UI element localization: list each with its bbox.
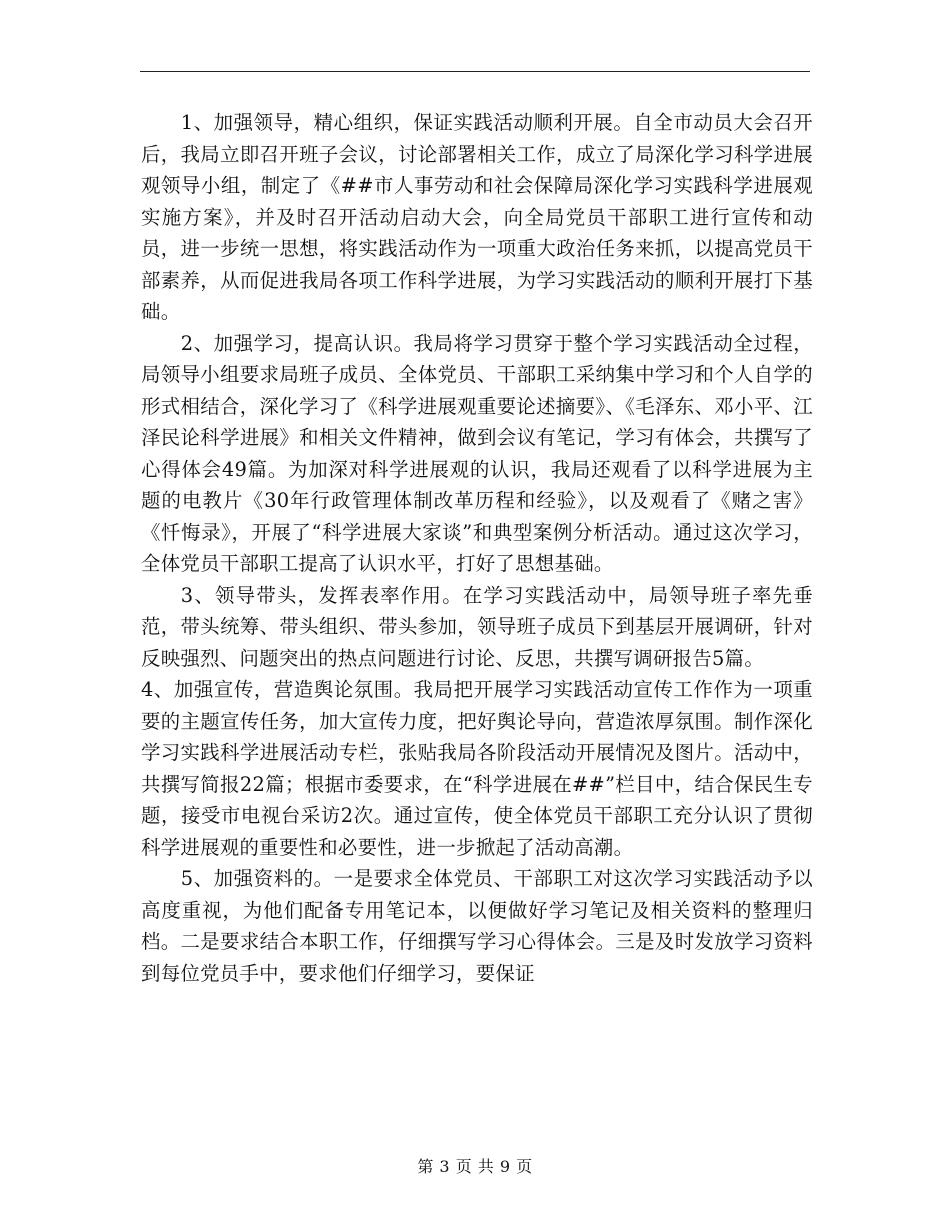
paragraph-2: 2、加强学习，提高认识。我局将学习贯穿于整个学习实践活动全过程，局领导小组要求局班子成员、全体党员、干部职工采纳集中学习和个人自学的形式相结合，深化学习了《科学进展观重要论述摘要》、《毛泽东、邓小平、江泽民论科学进展》和相关文件精神，做到会议有笔记，学习有体会，共撰写了心得体会49篇。为加深对科学进展观的认识，我局还观看了以科学进展为主题的电教片《30年行政管理体制改革历程和经验》，以及观看了《赌之害》《忏悔录》，开展了“科学进展大家谈”和典型案例分析活动。通过这次学习，全体党员干部职工提高了认识水平，打好了思想基础。 xyxy=(141,331,813,575)
header-rule xyxy=(140,71,810,72)
paragraph-3: 3、领导带头，发挥表率作用。在学习实践活动中，局领导班子率先垂范，带头统筹、带头组织、带头参加，领导班子成员下到基层开展调研，针对反映强烈、问题突出的热点问题进行讨论、反思，共撰写调研报告5篇。 xyxy=(141,583,813,670)
paragraph-4: 4、加强宣传，营造舆论氛围。我局把开展学习实践活动宣传工作作为一项重要的主题宣传任务，加大宣传力度，把好舆论导向，营造浓厚氛围。制作深化学习实践科学进展活动专栏，张贴我局各阶段活动开展情况及图片。活动中，共撰写简报22篇；根据市委要求，在“科学进展在##”栏目中，结合保民生专题，接受市电视台采访2次。通过宣传，使全体党员干部职工充分认识了贯彻科学进展观的重要性和必要性，进一步掀起了活动高潮。 xyxy=(141,678,813,859)
page-number-footer: 第 3 页 共 9 页 xyxy=(417,1157,533,1176)
paragraph-1: 1、加强领导，精心组织，保证实践活动顺利开展。自全市动员大会召开后，我局立即召开班子会议，讨论部署相关工作，成立了局深化学习科学进展观领导小组，制定了《##市人事劳动和社会保障局深化学习实践科学进展观实施方案》，并及时召开活动启动大会，向全局党员干部职工进行宣传和动员，进一步统一思想，将实践活动作为一项重大政治任务来抓，以提高党员干部素养，从而促进我局各项工作科学进展，为学习实践活动的顺利开展打下基础。 xyxy=(141,111,813,323)
document-body xyxy=(141,107,813,989)
paragraph-5: 5、加强资料的。一是要求全体党员、干部职工对这次学习实践活动予以高度重视，为他们配备专用笔记本，以便做好学习笔记及相关资料的整理归档。二是要求结合本职工作，仔细撰写学习心得体会。三是及时发放学习资料到每位党员手中，要求他们仔细学习，要保证 xyxy=(141,867,813,985)
